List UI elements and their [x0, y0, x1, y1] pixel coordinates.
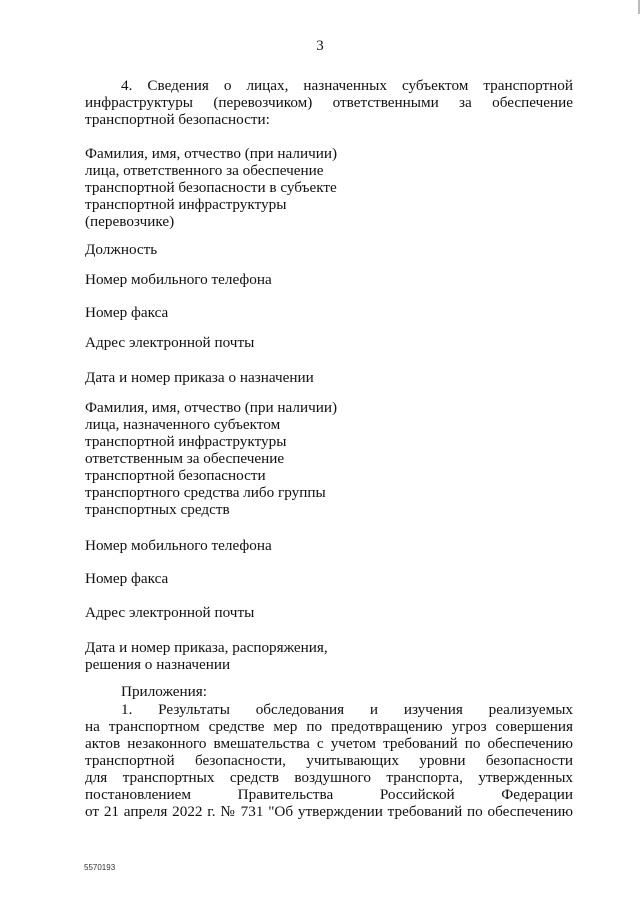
appendix-1-paragraph [85, 701, 573, 820]
field-label-line: Дата и номер приказа, распоряжения, [85, 639, 328, 656]
field-vehicle-fio [85, 399, 415, 518]
field-label-line: транспортной инфраструктуры [85, 433, 287, 450]
section-4-line: инфраструктуры (перевозчиком) ответственными за обеспечение [85, 94, 573, 111]
field-label-line: транспортной безопасности в субъекте [85, 179, 337, 196]
field-mobile-1: Номер мобильного телефона [85, 271, 272, 288]
appendix-line: транспортной безопасности, учитывающих уровни безопасности [85, 752, 573, 769]
field-label-line: транспортной инфраструктуры [85, 196, 287, 213]
field-position: Должность [85, 241, 158, 258]
field-order-1: Дата и номер приказа о назначении [85, 369, 314, 386]
field-label-line: решения о назначении [85, 656, 231, 673]
field-label-line: (перевозчике) [85, 213, 175, 230]
field-email-2: Адрес электронной почты [85, 604, 255, 621]
appendix-line: 1. Результаты обследования и изучения реализуемых [121, 701, 573, 718]
section-4-line: 4. Сведения о лицах, назначенных субъектом транспортной [121, 77, 573, 94]
field-label-line: транспортной безопасности [85, 467, 266, 484]
appendix-line: постановлением Правительства Российской Федерации [85, 786, 573, 803]
field-label-line: лица, ответственного за обеспечение [85, 162, 324, 179]
page-number: 3 [316, 38, 324, 54]
appendix-line: актов незаконного вмешательства с учетом требований по обеспечению [85, 735, 573, 752]
field-label-line: Фамилия, имя, отчество (при наличии) [85, 399, 338, 416]
field-mobile-2: Номер мобильного телефона [85, 537, 272, 554]
appendix-line: на транспортном средстве мер по предотвращению угроз совершения [85, 718, 573, 735]
appendices-heading: Приложения: [121, 683, 207, 700]
field-label-line: лица, назначенного субъектом [85, 416, 281, 433]
document-code: 5570193 [84, 863, 116, 872]
field-label-line: транспортных средств [85, 501, 230, 518]
appendix-line: от 21 апреля 2022 г. № 731 "Об утверждении требований по обеспечению [85, 803, 573, 820]
field-fax-2: Номер факса [85, 570, 169, 587]
field-order-2 [85, 639, 415, 673]
section-4-line: транспортной безопасности: [85, 111, 270, 128]
section-4-paragraph [85, 77, 573, 128]
field-label-line: ответственным за обеспечение [85, 450, 285, 467]
field-responsible-fio [85, 145, 415, 230]
appendix-line: для транспортных средств воздушного транспорта, утвержденных [85, 769, 573, 786]
field-email-1: Адрес электронной почты [85, 334, 255, 351]
field-label-line: Фамилия, имя, отчество (при наличии) [85, 145, 338, 162]
field-label-line: транспортного средства либо группы [85, 484, 326, 501]
field-fax-1: Номер факса [85, 304, 169, 321]
